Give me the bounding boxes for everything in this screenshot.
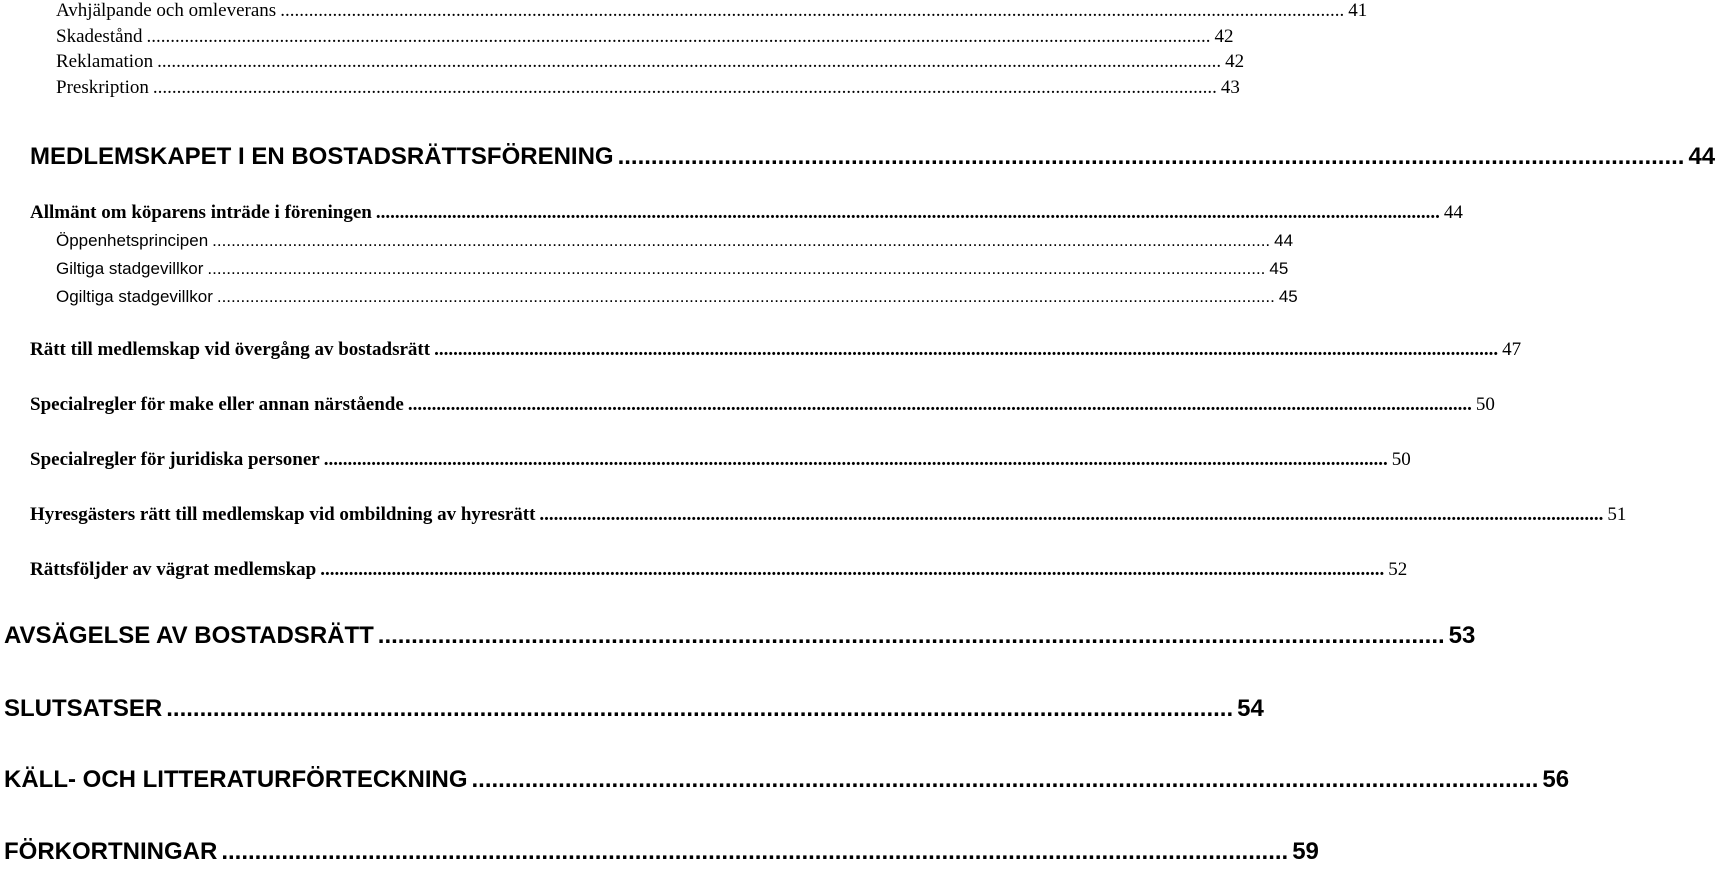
toc-entry-page: 52 xyxy=(1388,559,1408,580)
dot-leader: ................................................................................................................................................................................................................................ xyxy=(280,0,1345,21)
toc-entry-title: Giltiga stadgevillkor xyxy=(56,259,204,278)
toc-entry-hyresgasters[interactable] xyxy=(30,504,1627,530)
toc-entry-page: 44 xyxy=(1688,143,1715,170)
dot-leader: ................................................................................................................................................................................................................................ xyxy=(323,449,1388,470)
toc-entry-reklamation[interactable] xyxy=(56,51,1245,77)
toc-entry-page: 56 xyxy=(1542,766,1570,793)
toc-entry-specialregler-juridiska[interactable] xyxy=(30,449,1411,475)
toc-entry-title: Rättsföljder av vägrat medlemskap xyxy=(30,559,317,580)
toc-entry-page: 54 xyxy=(1237,695,1264,722)
dot-leader: ................................................................................................................................................................................................................................ xyxy=(320,559,1385,580)
dot-leader: ................................................................................................................................................................................................................................ xyxy=(146,26,1211,47)
toc-entry-page: 50 xyxy=(1475,394,1495,415)
toc-entry-ratt-till-medlemskap[interactable] xyxy=(30,339,1522,365)
toc-entry-title: Skadestånd xyxy=(56,26,143,47)
toc-entry-page: 44 xyxy=(1443,202,1463,223)
dot-leader: ................................................................................................................................................................ xyxy=(471,766,1539,793)
dot-leader: ................................................................................................................................................................................................................................ xyxy=(434,339,1499,360)
toc-entry-title: Allmänt om köparens inträde i föreningen xyxy=(30,202,372,223)
toc-entry-specialregler-make[interactable] xyxy=(30,394,1495,420)
toc-entry-page: 51 xyxy=(1607,504,1627,525)
toc-entry-allmant[interactable] xyxy=(30,202,1463,228)
toc-entry-title: Avhjälpande och omleverans xyxy=(56,0,277,21)
toc-entry-oppenhetsprincipen[interactable] xyxy=(56,231,1294,257)
toc-entry-title: FÖRKORTNINGAR xyxy=(4,838,218,865)
toc-entry-title: Ogiltiga stadgevillkor xyxy=(56,287,213,306)
toc-entry-page: 41 xyxy=(1348,0,1368,21)
toc-entry-rattsfoljder[interactable] xyxy=(30,559,1408,585)
toc-entry-page: 45 xyxy=(1269,259,1289,278)
dot-leader: ................................................................................................................................................................................................................................ xyxy=(212,231,1271,250)
toc-entry-page: 59 xyxy=(1292,838,1319,865)
dot-leader: ................................................................................................................................................................................................................................ xyxy=(407,394,1472,415)
toc-entry-page: 50 xyxy=(1391,449,1411,470)
toc-entry-page: 43 xyxy=(1220,77,1240,98)
toc-entry-title: KÄLL- OCH LITTERATURFÖRTECKNING xyxy=(4,766,468,793)
toc-entry-avhjalpande[interactable] xyxy=(56,0,1368,26)
toc-entry-ogiltiga[interactable] xyxy=(56,287,1298,313)
toc-entry-title: Specialregler för juridiska personer xyxy=(30,449,320,470)
toc-entry-page: 47 xyxy=(1502,339,1522,360)
toc-entry-title: SLUTSATSER xyxy=(4,695,163,722)
toc-entry-page: 44 xyxy=(1274,231,1294,250)
toc-chapter-kall-och-litteratur[interactable] xyxy=(4,766,1570,798)
toc-entry-giltiga[interactable] xyxy=(56,259,1289,285)
toc-entry-preskription[interactable] xyxy=(56,77,1240,103)
dot-leader: ................................................................................................................................................................................................................................ xyxy=(207,259,1266,278)
toc-entry-title: AVSÄGELSE AV BOSTADSRÄTT xyxy=(4,622,374,649)
toc-entry-title: Rätt till medlemskap vid övergång av bostadsrätt xyxy=(30,339,431,360)
toc-chapter-slutsatser[interactable] xyxy=(4,695,1264,727)
toc-entry-title: Reklamation xyxy=(56,51,154,72)
toc-chapter-forkortningar[interactable] xyxy=(4,838,1319,870)
toc-chapter-avsagelse[interactable] xyxy=(4,622,1476,654)
toc-entry-page: 53 xyxy=(1448,622,1476,649)
toc-entry-title: Preskription xyxy=(56,77,149,98)
toc-entry-title: Specialregler för make eller annan närstående xyxy=(30,394,404,415)
toc-entry-skadestand[interactable] xyxy=(56,26,1234,52)
dot-leader: ................................................................................................................................................................ xyxy=(377,622,1445,649)
dot-leader: ................................................................................................................................................................................................................................ xyxy=(157,51,1222,72)
dot-leader: ................................................................................................................................................................................................................................ xyxy=(216,287,1275,306)
toc-entry-title: Öppenhetsprincipen xyxy=(56,231,209,250)
dot-leader: ................................................................................................................................................................................................................................ xyxy=(375,202,1440,223)
dot-leader: ................................................................................................................................................................ xyxy=(617,143,1685,170)
toc-entry-page: 42 xyxy=(1225,51,1245,72)
dot-leader: ................................................................................................................................................................................................................................ xyxy=(152,77,1217,98)
dot-leader: ................................................................................................................................................................................................................................ xyxy=(539,504,1604,525)
toc-chapter-medlemskapet[interactable] xyxy=(30,143,1715,175)
toc-entry-title: Hyresgästers rätt till medlemskap vid ombildning av hyresrätt xyxy=(30,504,536,525)
toc-entry-page: 42 xyxy=(1214,26,1234,47)
dot-leader: ................................................................................................................................................................ xyxy=(166,695,1234,722)
dot-leader: ................................................................................................................................................................ xyxy=(221,838,1289,865)
toc-entry-title: MEDLEMSKAPET I EN BOSTADSRÄTTSFÖRENING xyxy=(30,143,614,170)
toc-entry-page: 45 xyxy=(1278,287,1298,306)
